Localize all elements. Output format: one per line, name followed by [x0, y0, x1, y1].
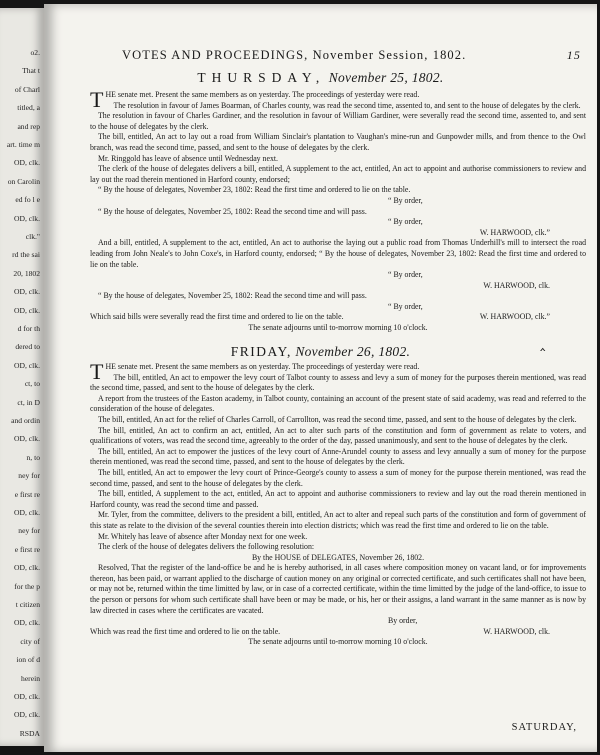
facing-page-margin [0, 8, 44, 746]
second-reading: “ By the house of delegates, November 25, 1802: Read the second time and will pass. [98, 291, 367, 301]
thursday-para-5: The clerk of the house of delegates delivers a bill, entitled, A supplement to the act, entitled, An act to appoint and authorise commissioners to review and lay out the road therein mentioned in Harford county, endorsed; [90, 164, 586, 184]
margin-fragment: OD, clk. [14, 563, 40, 573]
margin-fragment: t citizen [15, 600, 40, 609]
friday-para-9: Mr. Whitely has leave of absence after Monday next for one week. [98, 531, 308, 541]
thursday-para-3: The bill, entitled, An act to lay out a road from William Sinclair's plantation to Vaughan's mine-run and Gunpowder mills, and from thence to the Owl branch, was read the second time, passed, and sent to the house of delegates by the clerk. [90, 132, 586, 152]
friday-proceedings [90, 359, 586, 648]
margin-fragment: OD, clk. [14, 287, 40, 297]
signature-line: “ By the house of delegates, November 25, 1802: Read the second time and will pass. [98, 206, 367, 216]
by-order: “ By order, [388, 301, 423, 311]
thursday-para-and-bill: And a bill, entitled, A supplement to the act, entitled, An act to authorise the laying out a public road from Thomas Underhill's mill to intersect the road leading from John Neale's to John Coxe's, in Harford county, endorsed; “ By the house of delegates, November 23, 1802: Read the first time and ordered to lie on the table. [90, 238, 586, 269]
margin-fragment: 20, 1802 [13, 268, 40, 278]
margin-fragment: of Charl [14, 84, 40, 94]
thursday-para-1: The resolution in favour of James Boarman, of Charles county, was read the second time, assented to, and sent to the house of delegates by the clerk. [113, 100, 581, 110]
margin-fragment: titled, a [17, 103, 40, 113]
clerk-signature: W. HARWOOD, clk. [483, 280, 550, 290]
page-number: 15 [566, 48, 581, 62]
dropcap: T [90, 87, 104, 112]
by-order: “ By order, [388, 270, 423, 280]
margin-fragment: dered to [15, 342, 40, 352]
margin-fragment: That t [22, 66, 40, 76]
margin-fragment: OD, clk. [14, 508, 40, 517]
thursday-proceedings [90, 87, 586, 334]
which-said-line: Which said bills were severally read the first time and ordered to lie on the table. W. HARWOOD, clk.” [90, 312, 550, 322]
margin-fragment: n, to [26, 452, 40, 462]
friday-para-0: THE senate met. Present the same members as on yesterday. The proceedings of yesterday were read. [90, 359, 420, 384]
friday-para-3: The bill, entitled, An act for the relief of Charles Carroll, of Carrollton, was read the second time, passed, and sent to the house of delegates by the clerk. [98, 414, 577, 424]
margin-fragment: OD, clk. [14, 710, 40, 720]
resolution-text: Resolved, That the register of the land-office be and he is hereby authorised, in all cases where composition money on vacant land, or for improvements thereon, has been paid, or warrant applied to the discharge of caution money on any original or corrected certificate, and such certificates shall not have been, or may not be, returned within the time limitted by law, or in case of a corrected certificate, within the time limitted by the judge of the land-office, to issue to the person or persons for whom such certificate shall have been or may be made, or his, her or their assigns, a land warrant in the same manner as is now by law directed in cases where the certificates are vacated. [90, 563, 586, 615]
thursday-para-2: The resolution in favour of Charles Gardiner, and the resolution in favour of William Gardiner, were severally read the second time, assented to, and sent to the house of delegates by the clerk. [90, 111, 586, 131]
thursday-para-0: THE senate met. Present the same members as on yesterday. The proceedings of yesterday were read. [90, 87, 420, 112]
friday-heading [44, 344, 597, 360]
margin-fragment: OD, clk. [14, 158, 40, 168]
margin-fragment: art. time m [6, 140, 40, 149]
margin-fragment: d for th [17, 324, 40, 333]
margin-fragment: city of [20, 636, 40, 646]
by-order: By order, [388, 616, 418, 626]
margin-fragment: and ordin [11, 416, 40, 425]
checkmark-annotation-icon: ‸ [540, 334, 546, 351]
friday-para-6: The bill, entitled, An act to empower the levy court of Prince-George's county to assess a sum of money for the purpose therein mentioned, was read the second time, passed, and sent to the house of delegates by the clerk. [90, 467, 586, 488]
friday-para-8: Mr. Tyler, from the committee, delivers to the president a bill, entitled, An act to alter and repeal such parts of the constitution and form of government of this state as relate to the division of the several counties therein into election districts; which was read the first time and ordered to lie on the table. [90, 510, 586, 530]
margin-fragment: ney for [18, 471, 40, 481]
clerk-signature: W. HARWOOD, clk.” [479, 227, 550, 237]
margin-fragment: e first re [14, 489, 40, 499]
which-was-line: Which was read the first time and ordered to lie on the table. W. HARWOOD, clk. [90, 626, 550, 636]
margin-fragment: ney for [18, 526, 40, 536]
margin-fragment: OD, clk. [14, 618, 40, 628]
margin-fragment: OD, clk. [14, 305, 40, 315]
margin-fragment: OD, clk. [14, 360, 40, 370]
dropcap: T [90, 359, 104, 384]
margin-fragment: clk." [25, 232, 40, 241]
margin-fragment: OD, clk. [14, 434, 40, 444]
margin-fragment: ct, to [24, 379, 40, 389]
margin-fragment: ct, in D [17, 397, 40, 407]
running-header [82, 48, 587, 64]
friday-adjourn: The senate adjourns until to-morrow morning 10 o'clock. [248, 637, 428, 647]
margin-fragment: OD, clk. [14, 692, 40, 701]
margin-fragment: RSDA [19, 728, 40, 738]
friday-para-2: A report from the trustees of the Easton academy, in Talbot county, containing an account of the present state of said academy, was read and referred to the consideration of the house of delegates. [90, 393, 586, 414]
friday-para-5: The bill, entitled, An act to empower the justices of the levy court of Anne-Arundel county to assess and levy annually a sum of money for the purpose therein mentioned, was read the second time, passed, and sent to the house of delegates by the clerk. [90, 446, 586, 467]
friday-para-10: The clerk of the house of delegates delivers the following resolution: [98, 542, 315, 552]
margin-fragment: for the p [14, 581, 40, 591]
friday-day: FRIDAY, [230, 344, 292, 359]
margin-fragment: OD, clk. [14, 213, 40, 223]
catchword: SATURDAY, [511, 722, 577, 733]
thursday-adjourn: The senate adjourns until to-morrow morning 10 o'clock. [248, 323, 428, 333]
document-page [44, 4, 597, 752]
thursday-date: November 25, 1802. [328, 70, 444, 85]
margin-fragment: on Carolin [7, 176, 40, 186]
thursday-para-4: Mr. Ringgold has leave of absence until Wednesday next. [98, 153, 279, 163]
thursday-heading [44, 70, 597, 86]
margin-fragment: o2. [30, 48, 40, 57]
friday-para-1: The bill, entitled, An act to empower the levy court of Talbot county to assess and levy a sum of money for the purposes therein mentioned, was read the second time, passed, and sent to the house of delegates by the clerk. [90, 372, 586, 393]
house-of-delegates-line: By the HOUSE of DELEGATES, November 26, 1802. [251, 552, 425, 562]
margin-fragment: e first re [14, 544, 40, 554]
by-order: “ By order, [388, 195, 423, 205]
thursday-para-6: “ By the house of delegates, November 23, 1802: Read the first time and ordered to lie on the table. [98, 185, 411, 195]
friday-para-4: The bill, entitled, An act to confirm an act, entitled, An act to alter such parts of the constitution and form of government as relate to voters, and qualifications of voters, was read the second time, agreeably to the order of the day, passed unanimously, and sent to the house of delegates by the clerk. [90, 425, 586, 446]
margin-fragment: herein [21, 673, 40, 683]
margin-fragment: and rep [17, 121, 40, 131]
friday-para-7: The bill, entitled, A supplement to the act, entitled, An act to appoint and authorise commissioners to review and lay out the road therein mentioned in Harford county, was read the second time and passed. [90, 489, 586, 509]
by-order: “ By order, [388, 217, 423, 227]
friday-date: November 26, 1802. [295, 344, 411, 359]
margin-fragment: rd the sai [12, 250, 40, 260]
margin-fragment: ed fo l e [15, 195, 40, 205]
margin-fragment: ion of d [16, 655, 40, 665]
thursday-day: THURSDAY, [197, 70, 326, 85]
running-title: VOTES AND PROCEEDINGS, November Session, 1802. [122, 48, 467, 62]
